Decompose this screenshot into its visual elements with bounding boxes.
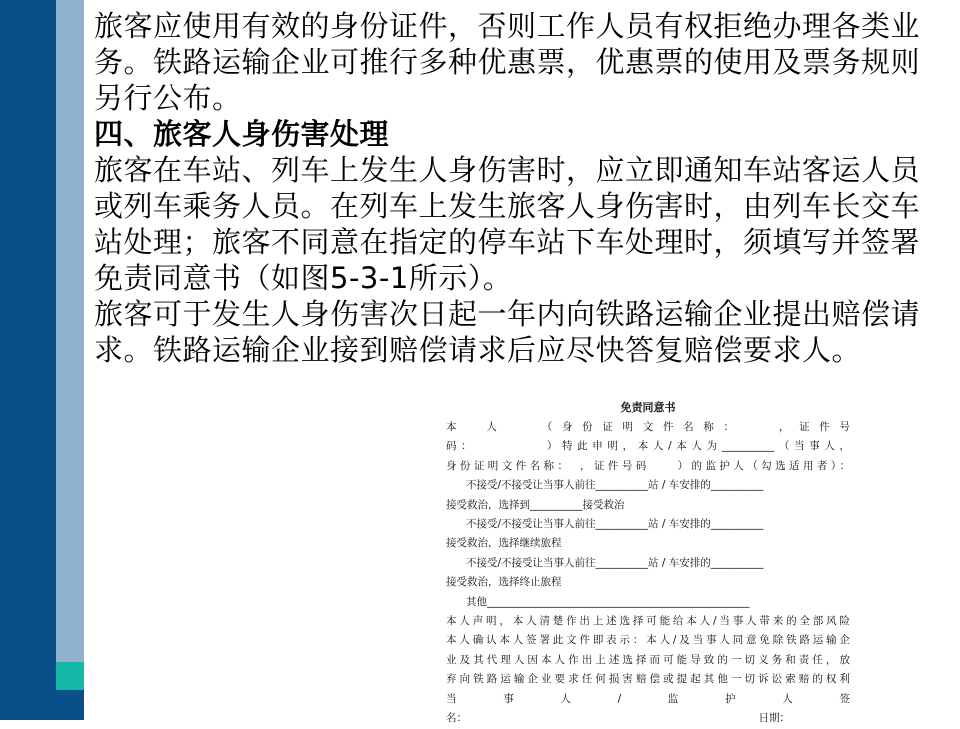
form-line: 接受救治，选择终止旅程 (446, 576, 562, 589)
form-line: 本 人 （身份证明文件名称： ，证件号 (446, 421, 850, 433)
form-sign-date-row (446, 709, 850, 728)
form-title: 免责同意书 (620, 401, 676, 414)
slide-body (94, 8, 934, 368)
form-line: 码： ）特此申明，本人/本人为__________（当事人， (446, 440, 850, 453)
sidebar-bottom-bar (0, 690, 84, 720)
form-line: 弃向铁路运输企业要求任何损害赔偿或提起其他一切诉讼索赔的权利 (446, 673, 850, 686)
form-option-line: 不接受/不接受让当事人前往__________站 / 车安排的__________ (466, 479, 764, 492)
form-signature-line: 当 事 人 / 监 护 人 签 (446, 692, 850, 705)
form-line: 本人声明，本人清楚作出上述选择可能给本人/当事人带来的全部风险 (446, 615, 850, 628)
form-option-line: 不接受/不接受让当事人前往__________站 / 车安排的__________ (466, 556, 764, 569)
sidebar-light-bar (56, 0, 84, 720)
waiver-form-figure (446, 398, 850, 725)
section-heading: 四、旅客人身伤害处理 (94, 117, 390, 151)
sidebar-dark-bar (0, 0, 56, 720)
form-sign-name-label: 名： (446, 712, 467, 725)
form-option-line: 不接受/不接受让当事人前往__________站 / 车安排的__________ (466, 518, 764, 531)
form-date-label: 日期： (758, 712, 790, 725)
form-line: 本人确认本人签署此文件即表示：本人/及当事人同意免除铁路运输企 (446, 634, 850, 647)
sidebar-accent-square (56, 662, 84, 690)
form-line: 接受救治，选择到__________接受救治 (446, 498, 625, 511)
form-line: 接受救治，选择继续旅程 (446, 537, 562, 550)
form-line: 业及其代理人因本人作出上述选择而可能导致的一切义务和责任，放 (446, 653, 850, 666)
form-other-line: 其他__________________________________________________ (466, 595, 750, 608)
form-line: 身份证明文件名称： ，证件号码 ）的监护人（勾选适用者）： (446, 459, 850, 472)
paragraph-id-rules: 旅客应使用有效的身份证件，否则工作人员有权拒绝办理各类业务。铁路运输企业可推行多种优惠票，优惠票的使用及票务规则另行公布。 (94, 9, 921, 115)
paragraph-injury-handling: 旅客在车站、列车上发生人身伤害时，应立即通知车站客运人员或列车乘务人员。在列车上发生旅客人身伤害时，由列车长交车站处理；旅客不同意在指定的停车站下车处理时，须填写并签署免责同意书（如图5-3-1所示）。 (94, 153, 921, 295)
paragraph-compensation: 旅客可于发生人身伤害次日起一年内向铁路运输企业提出赔偿请求。铁路运输企业接到赔偿请求后应尽快答复赔偿要求人。 (94, 297, 921, 367)
